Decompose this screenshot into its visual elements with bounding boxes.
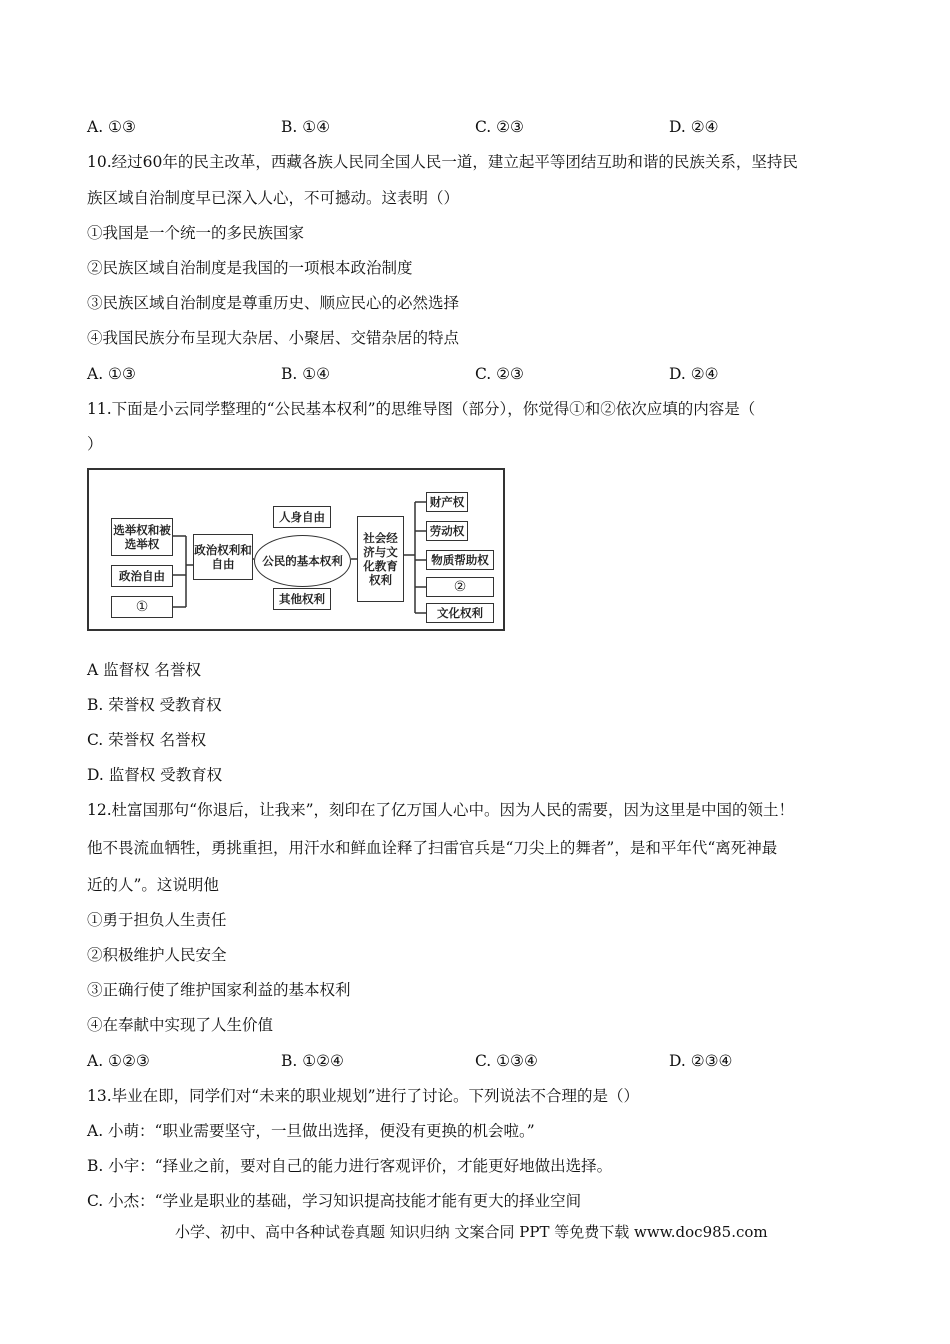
q11-option-a: A 监督权 名誉权 (87, 661, 202, 679)
box-labor-right: 劳动权 (426, 521, 468, 541)
box-blank-1: ① (111, 596, 173, 618)
q12-stem-line1: 12.杜富国那句“你退后，让我来”，刻印在了亿万国人心中。因为人民的需要，因为这里是中国的领土！ (87, 801, 795, 819)
q11-option-c: C. 荣誉权 名誉权 (87, 731, 207, 749)
box-political-rights: 政治权利和自由 (193, 534, 253, 580)
q12-option-a: A. ①②③ (87, 1052, 150, 1070)
q10-option-d: D. ②④ (669, 365, 719, 383)
q9-option-b: B. ①④ (281, 118, 331, 136)
q10-option-c: C. ②③ (475, 365, 524, 383)
box-election-rights: 选举权和被选举权 (111, 518, 173, 556)
q9-option-c: C. ②③ (475, 118, 524, 136)
q10-stem-line1: 10.经过60年的民主改革，西藏各族人民同全国人民一道，建立起平等团结互助和谐的民族关系，坚持民 (87, 153, 798, 171)
q13-option-a: A. 小萌：“职业需要坚守，一旦做出选择，便没有更换的机会啦。” (87, 1122, 535, 1140)
box-other-rights: 其他权利 (273, 588, 331, 610)
q12-item-4: ④在奉献中实现了人生价值 (87, 1016, 274, 1034)
box-material-aid-right: 物质帮助权 (426, 550, 494, 570)
q13-option-c: C. 小杰：“学业是职业的基础，学习知识提高技能才能有更大的择业空间 (87, 1192, 582, 1210)
q10-stem-line2: 族区域自治制度早已深入人心，不可撼动。这表明（） (87, 189, 460, 207)
q11-option-d: D. 监督权 受教育权 (87, 766, 223, 784)
mind-map-diagram (87, 468, 505, 631)
q12-option-c: C. ①③④ (475, 1052, 538, 1070)
q9-option-a: A. ①③ (87, 118, 136, 136)
box-cultural-rights: 文化权利 (426, 603, 494, 623)
q10-item-2: ②民族区域自治制度是我国的一项根本政治制度 (87, 259, 413, 277)
box-personal-freedom: 人身自由 (273, 506, 331, 528)
q10-item-1: ①我国是一个统一的多民族国家 (87, 224, 305, 242)
box-social-economic-rights: 社会经济与文化教育权利 (357, 516, 404, 602)
q12-item-3: ③正确行使了维护国家利益的基本权利 (87, 981, 351, 999)
center-basic-rights: 公民的基本权利 (254, 535, 351, 587)
q10-item-3: ③民族区域自治制度是尊重历史、顺应民心的必然选择 (87, 294, 460, 312)
q12-item-2: ②积极维护人民安全 (87, 946, 227, 964)
q12-item-1: ①勇于担负人生责任 (87, 911, 227, 929)
q10-option-a: A. ①③ (87, 365, 136, 383)
box-blank-2: ② (426, 577, 494, 597)
q11-option-b: B. 荣誉权 受教育权 (87, 696, 222, 714)
page-footer: 小学、初中、高中各种试卷真题 知识归纳 文案合同 PPT 等免费下载 www.doc985.com (175, 1223, 768, 1241)
q11-stem-line2: ） (87, 435, 103, 453)
q13-stem: 13.毕业在即，同学们对“未来的职业规划”进行了讨论。下列说法不合理的是（） (87, 1087, 640, 1105)
q12-stem-line2: 他不畏流血牺牲，勇挑重担，用汗水和鲜血诠释了扫雷官兵是“刀尖上的舞者”，是和平年代“离死神最 (87, 839, 778, 857)
q11-stem-line1: 11.下面是小云同学整理的“公民基本权利”的思维导图（部分），你觉得①和②依次应填的内容是（ (87, 400, 756, 418)
q12-stem-line3: 近的人”。这说明他 (87, 876, 219, 894)
q12-option-b: B. ①②④ (281, 1052, 344, 1070)
box-political-freedom: 政治自由 (111, 565, 173, 587)
q12-option-d: D. ②③④ (669, 1052, 733, 1070)
q10-option-b: B. ①④ (281, 365, 331, 383)
q13-option-b: B. 小宇：“择业之前，要对自己的能力进行客观评价，才能更好地做出选择。 (87, 1157, 613, 1175)
q9-option-d: D. ②④ (669, 118, 719, 136)
box-property-right: 财产权 (426, 492, 468, 512)
q10-item-4: ④我国民族分布呈现大杂居、小聚居、交错杂居的特点 (87, 329, 460, 347)
